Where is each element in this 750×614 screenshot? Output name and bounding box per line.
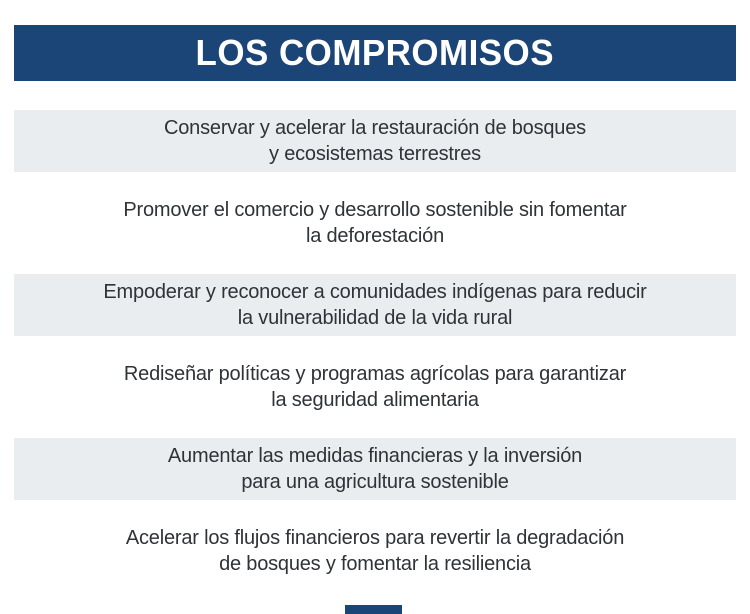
list-item-line1: Acelerar los flujos financieros para revertir la degradación <box>125 527 625 549</box>
list-item <box>14 274 736 336</box>
list-item-line2: la deforestación <box>305 225 444 247</box>
list-item-line1: Aumentar las medidas financieras y la inversión <box>167 445 583 467</box>
commitments-list <box>14 110 736 602</box>
list-item-line2: la seguridad alimentaria <box>271 389 479 411</box>
page-title: LOS COMPROMISOS <box>195 32 555 73</box>
list-item-line2: de bosques y fomentar la resiliencia <box>219 553 531 575</box>
title-band <box>14 25 736 81</box>
list-item-line2: y ecosistemas terrestres <box>269 143 481 165</box>
list-item-line1: Rediseñar políticas y programas agrícolas para garantizar <box>123 363 627 385</box>
list-item <box>14 110 736 172</box>
list-item <box>14 356 736 418</box>
list-item <box>14 192 736 254</box>
list-item-line1: Empoderar y reconocer a comunidades indígenas para reducir <box>103 281 647 303</box>
list-item <box>14 438 736 500</box>
list-item-line1: Promover el comercio y desarrollo sostenible sin fomentar <box>123 199 627 221</box>
list-item-line1: Conservar y acelerar la restauración de bosques <box>164 117 586 139</box>
list-item <box>14 520 736 582</box>
cutoff-band-fragment <box>345 605 402 614</box>
list-item-line2: la vulnerabilidad de la vida rural <box>237 307 513 329</box>
list-item-line2: para una agricultura sostenible <box>241 471 509 493</box>
